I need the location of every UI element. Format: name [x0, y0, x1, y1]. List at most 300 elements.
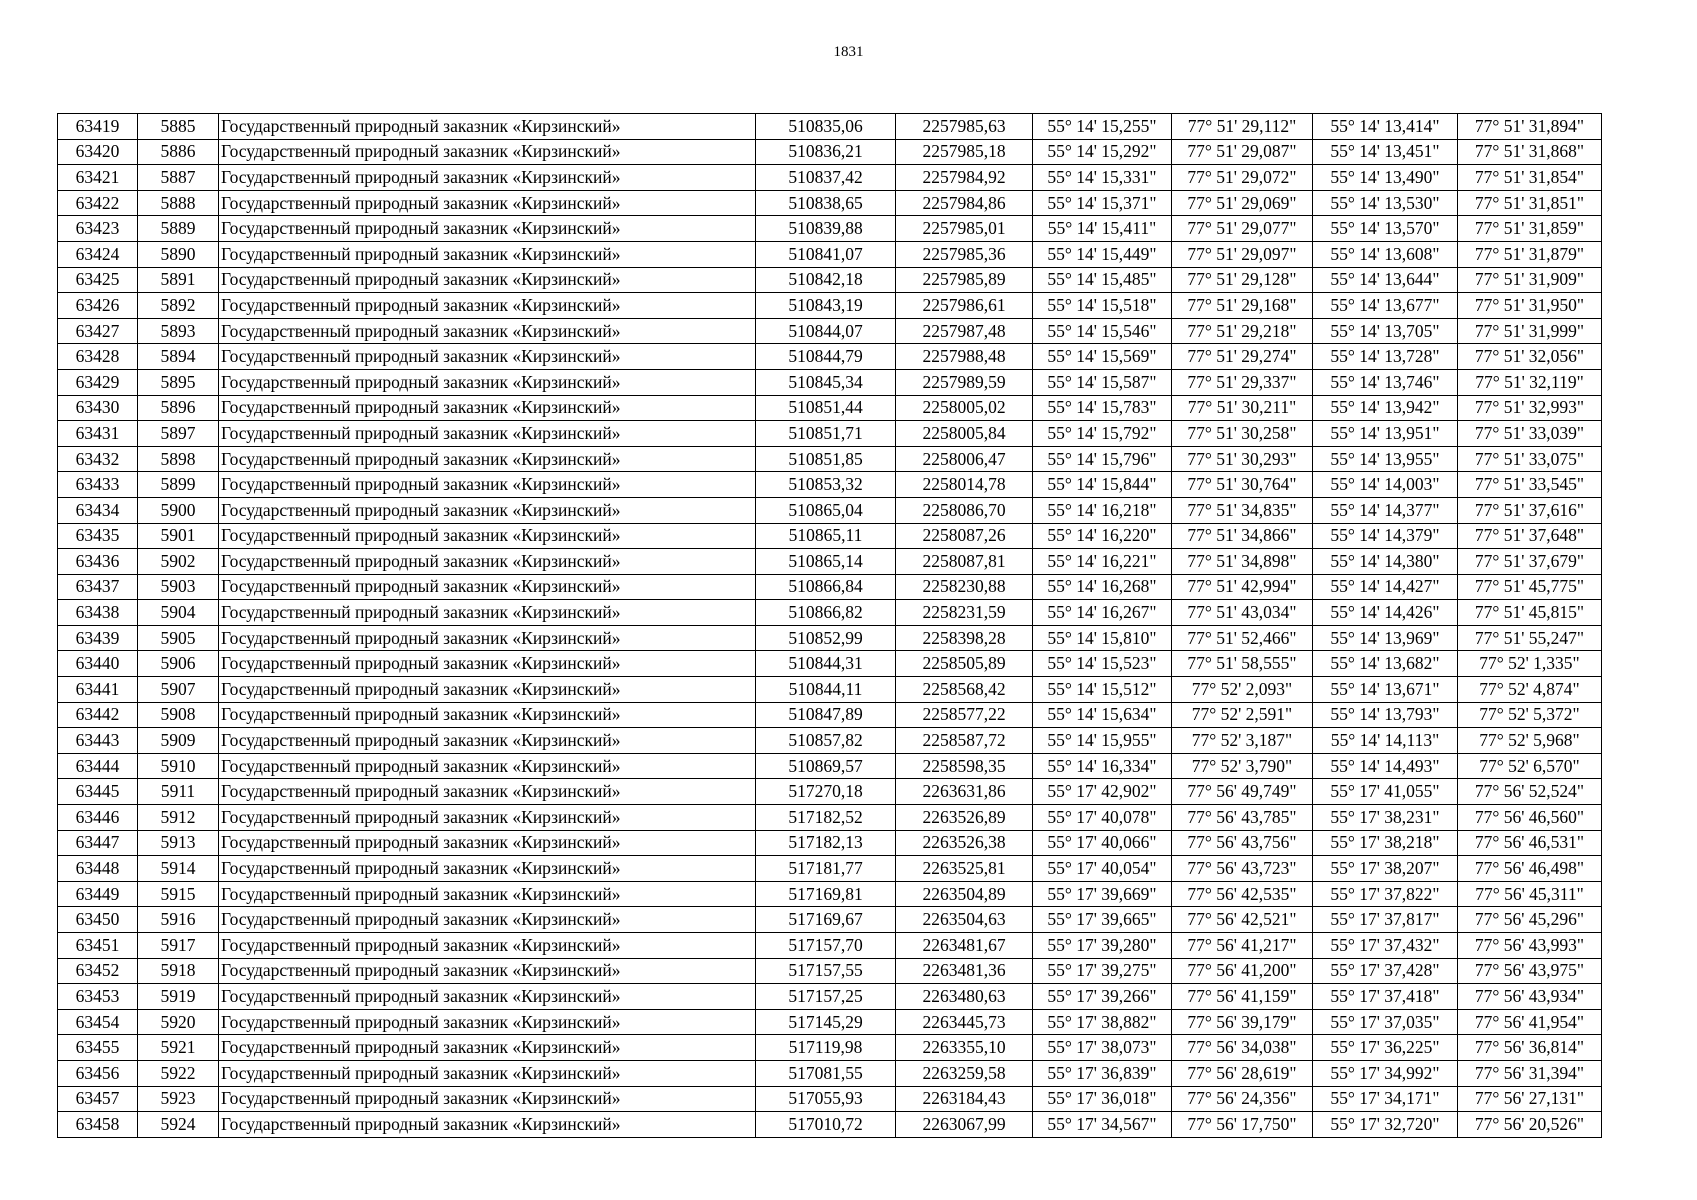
longitude-2-cell: 77° 52' 5,968"	[1458, 728, 1602, 754]
latitude-1-cell: 55° 14' 15,292"	[1033, 139, 1172, 165]
latitude-2-cell: 55° 14' 13,955"	[1313, 446, 1458, 472]
y-coordinate-cell: 2257986,61	[896, 293, 1033, 319]
point-number-cell: 5911	[138, 779, 219, 805]
longitude-1-cell: 77° 51' 58,555"	[1172, 651, 1313, 677]
longitude-2-cell: 77° 56' 52,524"	[1458, 779, 1602, 805]
x-coordinate-cell: 510866,82	[756, 600, 896, 626]
latitude-1-cell: 55° 14' 15,546"	[1033, 318, 1172, 344]
point-number-cell: 5886	[138, 139, 219, 165]
y-coordinate-cell: 2258086,70	[896, 497, 1033, 523]
row-number-cell: 63446	[58, 805, 138, 831]
longitude-2-cell: 77° 51' 31,909"	[1458, 267, 1602, 293]
object-name-cell: Государственный природный заказник «Кирзинский»	[219, 395, 756, 421]
row-number-cell: 63435	[58, 523, 138, 549]
longitude-1-cell: 77° 51' 29,097"	[1172, 241, 1313, 267]
point-number-cell: 5910	[138, 753, 219, 779]
point-number-cell: 5892	[138, 293, 219, 319]
x-coordinate-cell: 510857,82	[756, 728, 896, 754]
object-name-cell: Государственный природный заказник «Кирзинский»	[219, 318, 756, 344]
object-name-cell: Государственный природный заказник «Кирзинский»	[219, 830, 756, 856]
latitude-2-cell: 55° 14' 13,608"	[1313, 241, 1458, 267]
row-number-cell: 63431	[58, 421, 138, 447]
point-number-cell: 5898	[138, 446, 219, 472]
longitude-2-cell: 77° 56' 27,131"	[1458, 1086, 1602, 1112]
object-name-cell: Государственный природный заказник «Кирзинский»	[219, 241, 756, 267]
table-row	[58, 1112, 1602, 1138]
x-coordinate-cell: 510852,99	[756, 625, 896, 651]
table-row	[58, 1060, 1602, 1086]
row-number-cell: 63430	[58, 395, 138, 421]
object-name-cell: Государственный природный заказник «Кирзинский»	[219, 907, 756, 933]
point-number-cell: 5909	[138, 728, 219, 754]
row-number-cell: 63450	[58, 907, 138, 933]
latitude-1-cell: 55° 14' 16,218"	[1033, 497, 1172, 523]
longitude-2-cell: 77° 51' 37,648"	[1458, 523, 1602, 549]
longitude-2-cell: 77° 56' 31,394"	[1458, 1060, 1602, 1086]
object-name-cell: Государственный природный заказник «Кирзинский»	[219, 523, 756, 549]
longitude-1-cell: 77° 56' 34,038"	[1172, 1035, 1313, 1061]
latitude-2-cell: 55° 17' 34,171"	[1313, 1086, 1458, 1112]
longitude-1-cell: 77° 56' 17,750"	[1172, 1112, 1313, 1138]
longitude-1-cell: 77° 56' 42,521"	[1172, 907, 1313, 933]
x-coordinate-cell: 510843,19	[756, 293, 896, 319]
table-row	[58, 421, 1602, 447]
point-number-cell: 5918	[138, 958, 219, 984]
row-number-cell: 63452	[58, 958, 138, 984]
table-row	[58, 958, 1602, 984]
latitude-2-cell: 55° 14' 13,682"	[1313, 651, 1458, 677]
longitude-2-cell: 77° 51' 32,993"	[1458, 395, 1602, 421]
row-number-cell: 63436	[58, 549, 138, 575]
x-coordinate-cell: 517157,25	[756, 984, 896, 1010]
row-number-cell: 63434	[58, 497, 138, 523]
x-coordinate-cell: 510853,32	[756, 472, 896, 498]
table-row	[58, 318, 1602, 344]
longitude-1-cell: 77° 51' 30,258"	[1172, 421, 1313, 447]
latitude-1-cell: 55° 17' 34,567"	[1033, 1112, 1172, 1138]
row-number-cell: 63433	[58, 472, 138, 498]
table-row	[58, 702, 1602, 728]
y-coordinate-cell: 2263481,67	[896, 933, 1033, 959]
latitude-1-cell: 55° 14' 15,587"	[1033, 369, 1172, 395]
longitude-2-cell: 77° 56' 41,954"	[1458, 1009, 1602, 1035]
y-coordinate-cell: 2258230,88	[896, 574, 1033, 600]
latitude-1-cell: 55° 14' 15,411"	[1033, 216, 1172, 242]
x-coordinate-cell: 510844,07	[756, 318, 896, 344]
row-number-cell: 63451	[58, 933, 138, 959]
latitude-1-cell: 55° 17' 39,275"	[1033, 958, 1172, 984]
latitude-1-cell: 55° 14' 15,371"	[1033, 190, 1172, 216]
point-number-cell: 5912	[138, 805, 219, 831]
latitude-2-cell: 55° 17' 37,822"	[1313, 881, 1458, 907]
point-number-cell: 5906	[138, 651, 219, 677]
page-number: 1831	[833, 44, 864, 60]
object-name-cell: Государственный природный заказник «Кирзинский»	[219, 1086, 756, 1112]
table-row	[58, 728, 1602, 754]
y-coordinate-cell: 2258568,42	[896, 677, 1033, 703]
latitude-1-cell: 55° 14' 16,267"	[1033, 600, 1172, 626]
point-number-cell: 5893	[138, 318, 219, 344]
table-row	[58, 369, 1602, 395]
object-name-cell: Государственный природный заказник «Кирзинский»	[219, 600, 756, 626]
point-number-cell: 5899	[138, 472, 219, 498]
object-name-cell: Государственный природный заказник «Кирзинский»	[219, 216, 756, 242]
latitude-2-cell: 55° 17' 37,432"	[1313, 933, 1458, 959]
y-coordinate-cell: 2263525,81	[896, 856, 1033, 882]
longitude-2-cell: 77° 56' 20,526"	[1458, 1112, 1602, 1138]
latitude-2-cell: 55° 17' 32,720"	[1313, 1112, 1458, 1138]
row-number-cell: 63456	[58, 1060, 138, 1086]
latitude-2-cell: 55° 14' 13,644"	[1313, 267, 1458, 293]
latitude-2-cell: 55° 14' 13,451"	[1313, 139, 1458, 165]
point-number-cell: 5914	[138, 856, 219, 882]
latitude-2-cell: 55° 14' 13,746"	[1313, 369, 1458, 395]
object-name-cell: Государственный природный заказник «Кирзинский»	[219, 446, 756, 472]
longitude-2-cell: 77° 51' 37,616"	[1458, 497, 1602, 523]
object-name-cell: Государственный природный заказник «Кирзинский»	[219, 574, 756, 600]
point-number-cell: 5894	[138, 344, 219, 370]
longitude-2-cell: 77° 56' 36,814"	[1458, 1035, 1602, 1061]
latitude-2-cell: 55° 14' 14,426"	[1313, 600, 1458, 626]
y-coordinate-cell: 2263526,38	[896, 830, 1033, 856]
table-row	[58, 907, 1602, 933]
y-coordinate-cell: 2257985,01	[896, 216, 1033, 242]
point-number-cell: 5923	[138, 1086, 219, 1112]
y-coordinate-cell: 2258505,89	[896, 651, 1033, 677]
row-number-cell: 63437	[58, 574, 138, 600]
table-row	[58, 1035, 1602, 1061]
point-number-cell: 5920	[138, 1009, 219, 1035]
point-number-cell: 5902	[138, 549, 219, 575]
x-coordinate-cell: 510851,44	[756, 395, 896, 421]
table-row	[58, 190, 1602, 216]
object-name-cell: Государственный природный заказник «Кирзинский»	[219, 933, 756, 959]
longitude-2-cell: 77° 56' 45,311"	[1458, 881, 1602, 907]
longitude-1-cell: 77° 56' 28,619"	[1172, 1060, 1313, 1086]
longitude-1-cell: 77° 51' 34,898"	[1172, 549, 1313, 575]
latitude-1-cell: 55° 14' 15,783"	[1033, 395, 1172, 421]
row-number-cell: 63439	[58, 625, 138, 651]
longitude-1-cell: 77° 51' 42,994"	[1172, 574, 1313, 600]
longitude-1-cell: 77° 51' 29,168"	[1172, 293, 1313, 319]
longitude-1-cell: 77° 51' 29,128"	[1172, 267, 1313, 293]
latitude-2-cell: 55° 17' 34,992"	[1313, 1060, 1458, 1086]
table-row	[58, 267, 1602, 293]
x-coordinate-cell: 510835,06	[756, 114, 896, 140]
table-row	[58, 114, 1602, 140]
latitude-2-cell: 55° 17' 36,225"	[1313, 1035, 1458, 1061]
longitude-1-cell: 77° 56' 49,749"	[1172, 779, 1313, 805]
x-coordinate-cell: 517169,81	[756, 881, 896, 907]
latitude-1-cell: 55° 14' 15,331"	[1033, 165, 1172, 191]
y-coordinate-cell: 2258005,84	[896, 421, 1033, 447]
y-coordinate-cell: 2258231,59	[896, 600, 1033, 626]
x-coordinate-cell: 510865,04	[756, 497, 896, 523]
latitude-2-cell: 55° 14' 13,677"	[1313, 293, 1458, 319]
row-number-cell: 63432	[58, 446, 138, 472]
y-coordinate-cell: 2263631,86	[896, 779, 1033, 805]
longitude-1-cell: 77° 51' 30,764"	[1172, 472, 1313, 498]
point-number-cell: 5888	[138, 190, 219, 216]
y-coordinate-cell: 2258087,81	[896, 549, 1033, 575]
table-row	[58, 446, 1602, 472]
x-coordinate-cell: 517119,98	[756, 1035, 896, 1061]
object-name-cell: Государственный природный заказник «Кирзинский»	[219, 677, 756, 703]
table-row	[58, 779, 1602, 805]
table-row	[58, 753, 1602, 779]
object-name-cell: Государственный природный заказник «Кирзинский»	[219, 958, 756, 984]
longitude-1-cell: 77° 52' 3,187"	[1172, 728, 1313, 754]
x-coordinate-cell: 517182,13	[756, 830, 896, 856]
point-number-cell: 5885	[138, 114, 219, 140]
point-number-cell: 5900	[138, 497, 219, 523]
y-coordinate-cell: 2257985,89	[896, 267, 1033, 293]
x-coordinate-cell: 510839,88	[756, 216, 896, 242]
latitude-2-cell: 55° 17' 38,207"	[1313, 856, 1458, 882]
latitude-1-cell: 55° 17' 39,266"	[1033, 984, 1172, 1010]
x-coordinate-cell: 510844,11	[756, 677, 896, 703]
object-name-cell: Государственный природный заказник «Кирзинский»	[219, 344, 756, 370]
longitude-2-cell: 77° 52' 1,335"	[1458, 651, 1602, 677]
y-coordinate-cell: 2258398,28	[896, 625, 1033, 651]
longitude-2-cell: 77° 51' 31,851"	[1458, 190, 1602, 216]
x-coordinate-cell: 510844,79	[756, 344, 896, 370]
point-number-cell: 5889	[138, 216, 219, 242]
object-name-cell: Государственный природный заказник «Кирзинский»	[219, 881, 756, 907]
object-name-cell: Государственный природный заказник «Кирзинский»	[219, 114, 756, 140]
x-coordinate-cell: 510842,18	[756, 267, 896, 293]
object-name-cell: Государственный природный заказник «Кирзинский»	[219, 267, 756, 293]
longitude-1-cell: 77° 51' 29,218"	[1172, 318, 1313, 344]
longitude-2-cell: 77° 51' 31,859"	[1458, 216, 1602, 242]
longitude-1-cell: 77° 56' 43,756"	[1172, 830, 1313, 856]
latitude-2-cell: 55° 14' 13,728"	[1313, 344, 1458, 370]
row-number-cell: 63426	[58, 293, 138, 319]
row-number-cell: 63419	[58, 114, 138, 140]
x-coordinate-cell: 510841,07	[756, 241, 896, 267]
latitude-2-cell: 55° 14' 13,951"	[1313, 421, 1458, 447]
latitude-1-cell: 55° 17' 39,669"	[1033, 881, 1172, 907]
latitude-1-cell: 55° 17' 39,665"	[1033, 907, 1172, 933]
table-row	[58, 523, 1602, 549]
longitude-1-cell: 77° 52' 2,591"	[1172, 702, 1313, 728]
row-number-cell: 63442	[58, 702, 138, 728]
longitude-1-cell: 77° 56' 43,723"	[1172, 856, 1313, 882]
object-name-cell: Государственный природный заказник «Кирзинский»	[219, 805, 756, 831]
longitude-1-cell: 77° 56' 39,179"	[1172, 1009, 1313, 1035]
latitude-1-cell: 55° 14' 15,796"	[1033, 446, 1172, 472]
y-coordinate-cell: 2263504,89	[896, 881, 1033, 907]
object-name-cell: Государственный природный заказник «Кирзинский»	[219, 625, 756, 651]
row-number-cell: 63423	[58, 216, 138, 242]
y-coordinate-cell: 2263184,43	[896, 1086, 1033, 1112]
latitude-1-cell: 55° 14' 16,334"	[1033, 753, 1172, 779]
longitude-2-cell: 77° 51' 31,894"	[1458, 114, 1602, 140]
point-number-cell: 5887	[138, 165, 219, 191]
latitude-2-cell: 55° 14' 13,530"	[1313, 190, 1458, 216]
object-name-cell: Государственный природный заказник «Кирзинский»	[219, 293, 756, 319]
point-number-cell: 5904	[138, 600, 219, 626]
point-number-cell: 5905	[138, 625, 219, 651]
longitude-1-cell: 77° 56' 24,356"	[1172, 1086, 1313, 1112]
point-number-cell: 5921	[138, 1035, 219, 1061]
x-coordinate-cell: 517157,55	[756, 958, 896, 984]
latitude-1-cell: 55° 14' 15,569"	[1033, 344, 1172, 370]
longitude-2-cell: 77° 56' 43,993"	[1458, 933, 1602, 959]
latitude-2-cell: 55° 14' 13,942"	[1313, 395, 1458, 421]
latitude-2-cell: 55° 14' 13,793"	[1313, 702, 1458, 728]
table-row	[58, 241, 1602, 267]
row-number-cell: 63449	[58, 881, 138, 907]
x-coordinate-cell: 510847,89	[756, 702, 896, 728]
point-number-cell: 5903	[138, 574, 219, 600]
object-name-cell: Государственный природный заказник «Кирзинский»	[219, 1035, 756, 1061]
latitude-2-cell: 55° 17' 38,218"	[1313, 830, 1458, 856]
object-name-cell: Государственный природный заказник «Кирзинский»	[219, 1009, 756, 1035]
point-number-cell: 5907	[138, 677, 219, 703]
row-number-cell: 63445	[58, 779, 138, 805]
row-number-cell: 63429	[58, 369, 138, 395]
y-coordinate-cell: 2258577,22	[896, 702, 1033, 728]
longitude-2-cell: 77° 52' 5,372"	[1458, 702, 1602, 728]
latitude-1-cell: 55° 17' 40,054"	[1033, 856, 1172, 882]
table-row	[58, 497, 1602, 523]
latitude-2-cell: 55° 14' 13,705"	[1313, 318, 1458, 344]
latitude-1-cell: 55° 14' 16,221"	[1033, 549, 1172, 575]
longitude-1-cell: 77° 56' 41,159"	[1172, 984, 1313, 1010]
table-row	[58, 216, 1602, 242]
longitude-2-cell: 77° 51' 45,815"	[1458, 600, 1602, 626]
x-coordinate-cell: 517169,67	[756, 907, 896, 933]
point-number-cell: 5891	[138, 267, 219, 293]
table-row	[58, 984, 1602, 1010]
table-row	[58, 165, 1602, 191]
point-number-cell: 5919	[138, 984, 219, 1010]
table-row	[58, 805, 1602, 831]
x-coordinate-cell: 510851,71	[756, 421, 896, 447]
latitude-2-cell: 55° 14' 14,380"	[1313, 549, 1458, 575]
longitude-2-cell: 77° 51' 32,056"	[1458, 344, 1602, 370]
y-coordinate-cell: 2257985,18	[896, 139, 1033, 165]
latitude-2-cell: 55° 17' 37,428"	[1313, 958, 1458, 984]
longitude-2-cell: 77° 56' 43,975"	[1458, 958, 1602, 984]
row-number-cell: 63441	[58, 677, 138, 703]
row-number-cell: 63453	[58, 984, 138, 1010]
longitude-1-cell: 77° 51' 29,077"	[1172, 216, 1313, 242]
latitude-2-cell: 55° 14' 14,113"	[1313, 728, 1458, 754]
latitude-1-cell: 55° 17' 36,839"	[1033, 1060, 1172, 1086]
latitude-1-cell: 55° 14' 15,792"	[1033, 421, 1172, 447]
latitude-2-cell: 55° 14' 14,427"	[1313, 574, 1458, 600]
latitude-2-cell: 55° 17' 41,055"	[1313, 779, 1458, 805]
table-row	[58, 472, 1602, 498]
longitude-2-cell: 77° 51' 55,247"	[1458, 625, 1602, 651]
longitude-1-cell: 77° 51' 29,087"	[1172, 139, 1313, 165]
object-name-cell: Государственный природный заказник «Кирзинский»	[219, 753, 756, 779]
x-coordinate-cell: 517270,18	[756, 779, 896, 805]
y-coordinate-cell: 2257984,86	[896, 190, 1033, 216]
x-coordinate-cell: 510866,84	[756, 574, 896, 600]
row-number-cell: 63448	[58, 856, 138, 882]
latitude-1-cell: 55° 14' 16,268"	[1033, 574, 1172, 600]
object-name-cell: Государственный природный заказник «Кирзинский»	[219, 984, 756, 1010]
y-coordinate-cell: 2257985,63	[896, 114, 1033, 140]
point-number-cell: 5895	[138, 369, 219, 395]
longitude-1-cell: 77° 52' 3,790"	[1172, 753, 1313, 779]
latitude-1-cell: 55° 17' 40,078"	[1033, 805, 1172, 831]
longitude-1-cell: 77° 51' 34,866"	[1172, 523, 1313, 549]
y-coordinate-cell: 2263481,36	[896, 958, 1033, 984]
longitude-2-cell: 77° 51' 31,950"	[1458, 293, 1602, 319]
latitude-1-cell: 55° 14' 15,255"	[1033, 114, 1172, 140]
longitude-2-cell: 77° 51' 31,854"	[1458, 165, 1602, 191]
latitude-1-cell: 55° 14' 15,634"	[1033, 702, 1172, 728]
latitude-1-cell: 55° 14' 15,955"	[1033, 728, 1172, 754]
latitude-2-cell: 55° 14' 14,003"	[1313, 472, 1458, 498]
y-coordinate-cell: 2263067,99	[896, 1112, 1033, 1138]
latitude-1-cell: 55° 17' 42,902"	[1033, 779, 1172, 805]
x-coordinate-cell: 517182,52	[756, 805, 896, 831]
object-name-cell: Государственный природный заказник «Кирзинский»	[219, 421, 756, 447]
table-row	[58, 830, 1602, 856]
point-number-cell: 5901	[138, 523, 219, 549]
y-coordinate-cell: 2263445,73	[896, 1009, 1033, 1035]
object-name-cell: Государственный природный заказник «Кирзинский»	[219, 549, 756, 575]
latitude-1-cell: 55° 17' 36,018"	[1033, 1086, 1172, 1112]
row-number-cell: 63438	[58, 600, 138, 626]
point-number-cell: 5915	[138, 881, 219, 907]
table-row	[58, 600, 1602, 626]
object-name-cell: Государственный природный заказник «Кирзинский»	[219, 497, 756, 523]
longitude-2-cell: 77° 51' 33,545"	[1458, 472, 1602, 498]
longitude-2-cell: 77° 51' 33,039"	[1458, 421, 1602, 447]
y-coordinate-cell: 2257987,48	[896, 318, 1033, 344]
x-coordinate-cell: 517181,77	[756, 856, 896, 882]
longitude-2-cell: 77° 51' 33,075"	[1458, 446, 1602, 472]
table-row	[58, 139, 1602, 165]
longitude-2-cell: 77° 51' 37,679"	[1458, 549, 1602, 575]
table-row	[58, 677, 1602, 703]
longitude-1-cell: 77° 51' 29,069"	[1172, 190, 1313, 216]
y-coordinate-cell: 2263504,63	[896, 907, 1033, 933]
y-coordinate-cell: 2258598,35	[896, 753, 1033, 779]
y-coordinate-cell: 2258005,02	[896, 395, 1033, 421]
latitude-2-cell: 55° 14' 14,493"	[1313, 753, 1458, 779]
longitude-1-cell: 77° 56' 41,217"	[1172, 933, 1313, 959]
longitude-2-cell: 77° 51' 31,879"	[1458, 241, 1602, 267]
longitude-1-cell: 77° 51' 34,835"	[1172, 497, 1313, 523]
longitude-2-cell: 77° 56' 46,498"	[1458, 856, 1602, 882]
row-number-cell: 63444	[58, 753, 138, 779]
longitude-1-cell: 77° 52' 2,093"	[1172, 677, 1313, 703]
point-number-cell: 5916	[138, 907, 219, 933]
latitude-2-cell: 55° 14' 13,671"	[1313, 677, 1458, 703]
point-number-cell: 5913	[138, 830, 219, 856]
table-row	[58, 881, 1602, 907]
latitude-1-cell: 55° 14' 15,485"	[1033, 267, 1172, 293]
longitude-2-cell: 77° 52' 6,570"	[1458, 753, 1602, 779]
x-coordinate-cell: 510865,14	[756, 549, 896, 575]
latitude-1-cell: 55° 14' 15,810"	[1033, 625, 1172, 651]
row-number-cell: 63457	[58, 1086, 138, 1112]
table-row	[58, 856, 1602, 882]
y-coordinate-cell: 2258087,26	[896, 523, 1033, 549]
x-coordinate-cell: 510851,85	[756, 446, 896, 472]
longitude-2-cell: 77° 51' 31,868"	[1458, 139, 1602, 165]
row-number-cell: 63427	[58, 318, 138, 344]
x-coordinate-cell: 510836,21	[756, 139, 896, 165]
y-coordinate-cell: 2257984,92	[896, 165, 1033, 191]
